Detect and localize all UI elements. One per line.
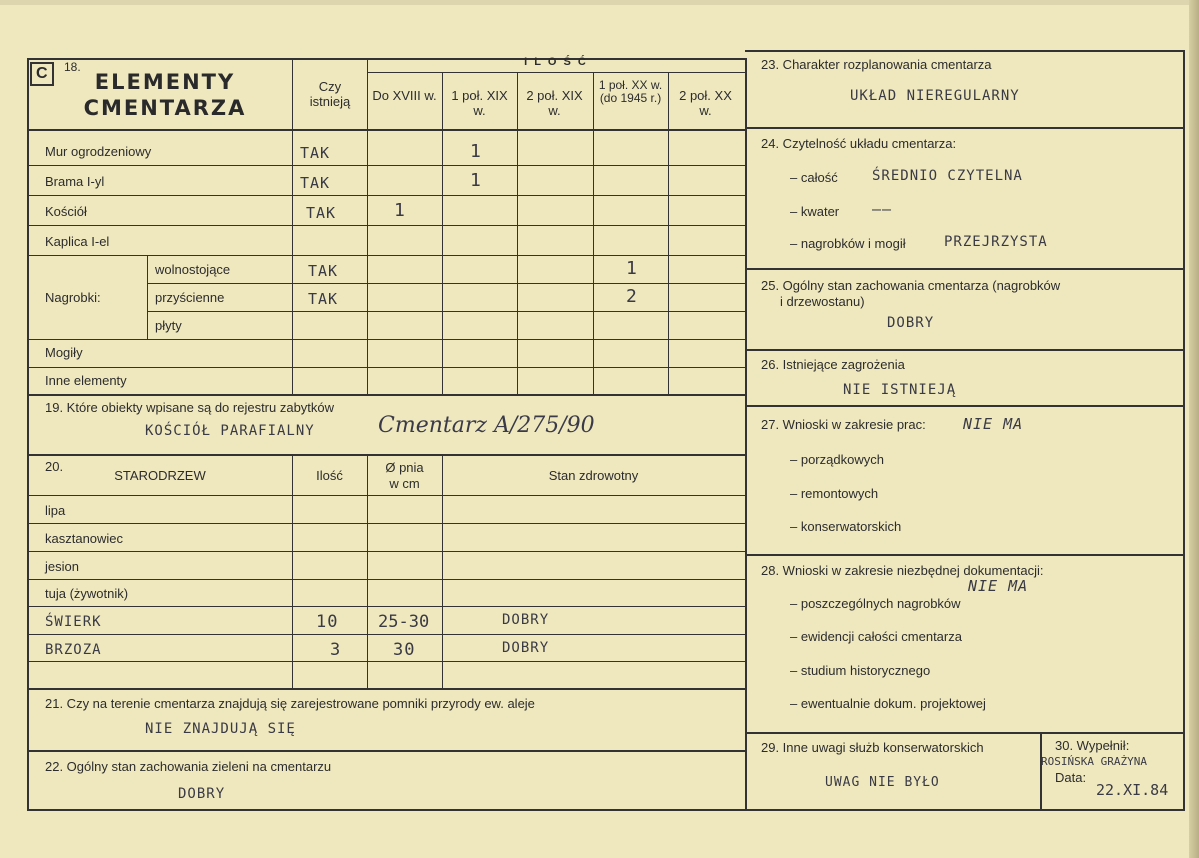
q27-label: 27. Wnioski w zakresie prac: xyxy=(761,417,926,432)
q30-label: 30. Wypełnił: xyxy=(1055,738,1130,753)
quantity-header: I L O Ś Ć xyxy=(524,56,588,68)
q27-item-1: – porządkowych xyxy=(790,452,884,467)
q27-answer: NIE MA xyxy=(963,415,1024,433)
q24-graves-answer: PRZEJRZYSTA xyxy=(944,234,1048,250)
card-top-edge xyxy=(0,0,1199,5)
exists-header: Czy istnieją xyxy=(309,79,351,109)
tree-name-3: jesion xyxy=(45,559,79,574)
tree-name-6: BRZOZA xyxy=(45,642,102,658)
free-qty-xx1: 1 xyxy=(626,258,638,279)
tree-name-1: lipa xyxy=(45,503,66,518)
tree-name-2: kasztanowiec xyxy=(45,531,124,546)
row-label-wall-mounted: przyścienne xyxy=(155,290,225,305)
trees-qty-header: Ilość xyxy=(316,468,343,483)
q28-item-4: – ewentualnie dokum. projektowej xyxy=(790,696,986,711)
row-label-other: Inne elementy xyxy=(45,373,127,388)
row-label-slabs: płyty xyxy=(155,318,182,333)
trees-title: STARODRZEW xyxy=(114,468,206,483)
q22-answer: DOBRY xyxy=(178,786,226,802)
q30-date-label: Data: xyxy=(1055,770,1087,785)
wall-qty-xix1: 1 xyxy=(470,141,482,162)
q29-answer: UWAG NIE BYŁO xyxy=(825,775,940,790)
q30-name: ROSIŃSKA GRAŻYNA xyxy=(1041,755,1147,768)
q28-item-1: – poszczególnych nagrobków xyxy=(790,596,961,611)
period-header-5: 2 poł. XX w. xyxy=(679,88,732,118)
q24-whole-answer: ŚREDNIO CZYTELNA xyxy=(872,168,1023,184)
free-exists: TAK xyxy=(308,262,339,280)
q21-label: 21. Czy na terenie cmentarza znajdują się zarejestrowane pomniki przyrody ew. aleje xyxy=(45,696,535,711)
period-header-2: 1 poł. XIX w. xyxy=(451,88,508,118)
q24-label: 24. Czytelność układu cmentarza: xyxy=(761,136,957,151)
gate-exists: TAK xyxy=(300,174,331,192)
q24-quarters-answer: —— xyxy=(872,200,893,218)
tree-health-6: DOBRY xyxy=(502,640,550,656)
row-label-mounds: Mogiły xyxy=(45,345,83,360)
row-label-chapel: Kaplica I-el xyxy=(45,234,110,249)
section-letter: C xyxy=(36,65,48,82)
tree-health-5: DOBRY xyxy=(502,612,550,628)
elements-title-line2: CMENTARZA xyxy=(83,96,247,120)
q28-item-3: – studium historycznego xyxy=(790,663,931,678)
q23-label: 23. Charakter rozplanowania cmentarza xyxy=(761,57,992,72)
q26-answer: NIE ISTNIEJĄ xyxy=(843,382,957,398)
row-label-gate: Brama I-yl xyxy=(45,174,105,189)
trees-diam-header-1: Ø pnia xyxy=(385,460,424,475)
q19-answer-print: KOŚCIÓŁ PARAFIALNY xyxy=(145,423,315,439)
trees-number: 20. xyxy=(45,459,64,474)
q24-graves-label: – nagrobków i mogił xyxy=(790,236,906,251)
tree-name-5: ŚWIERK xyxy=(45,614,102,630)
row-label-wall: Mur ogrodzeniowy xyxy=(45,144,152,159)
q27-item-2: – remontowych xyxy=(790,486,879,501)
wall-mounted-exists: TAK xyxy=(308,290,339,308)
period-header-1: Do XVIII w. xyxy=(372,88,437,103)
q24-whole-label: – całość xyxy=(790,170,838,185)
trees-diam-header-2: w cm xyxy=(389,476,420,491)
q28-label: 28. Wnioski w zakresie niezbędnej dokumentacji: xyxy=(761,563,1044,578)
elements-number: 18. xyxy=(64,60,81,74)
tree-qty-6: 3 xyxy=(330,640,342,660)
period-header-4: 1 poł. XX w. (do 1945 r.) xyxy=(598,78,663,106)
row-label-free: wolnostojące xyxy=(155,262,231,277)
q24-quarters-label: – kwater xyxy=(790,204,840,219)
q28-item-2: – ewidencji całości cmentarza xyxy=(790,629,962,644)
tree-diam-6: 30 xyxy=(393,640,416,660)
elements-title-line1: ELEMENTY xyxy=(94,70,236,94)
card-right-edge xyxy=(1189,0,1199,858)
tree-diam-5: 25-30 xyxy=(378,612,430,632)
q25-label-1: 25. Ogólny stan zachowania cmentarza (nagrobków xyxy=(761,278,1061,293)
row-label-church: Kościół xyxy=(45,204,87,219)
q19-answer-script: Cmentarz A/275/90 xyxy=(378,413,595,438)
church-exists: TAK xyxy=(306,204,337,222)
q29-label: 29. Inne uwagi służb konserwatorskich xyxy=(761,740,984,755)
q22-label: 22. Ogólny stan zachowania zieleni na cmentarzu xyxy=(45,759,332,774)
section-letter-box xyxy=(30,62,54,86)
q26-label: 26. Istniejące zagrożenia xyxy=(761,357,905,372)
q28-answer: NIE MA xyxy=(968,577,1029,595)
q25-answer: DOBRY xyxy=(887,315,935,331)
period-header-3: 2 poł. XIX w. xyxy=(526,88,583,118)
church-qty-xviii: 1 xyxy=(394,200,406,221)
q27-item-3: – konserwatorskich xyxy=(790,519,902,534)
trees-health-header: Stan zdrowotny xyxy=(548,468,639,483)
tree-name-4: tuja (żywotnik) xyxy=(45,586,129,601)
gate-qty-xix1: 1 xyxy=(470,170,482,191)
q23-answer: UKŁAD NIEREGULARNY xyxy=(850,88,1020,104)
q30-date: 22.XI.84 xyxy=(1096,781,1169,799)
tree-qty-5: 10 xyxy=(316,612,339,632)
q25-label-2: i drzewostanu) xyxy=(780,294,865,309)
q21-answer: NIE ZNAJDUJĄ SIĘ xyxy=(145,721,296,737)
row-label-graves: Nagrobki: xyxy=(45,290,101,305)
wall-exists: TAK xyxy=(300,144,331,162)
q19-label: 19. Które obiekty wpisane są do rejestru zabytków xyxy=(45,400,335,415)
wall-mounted-qty-xx1: 2 xyxy=(626,286,638,307)
